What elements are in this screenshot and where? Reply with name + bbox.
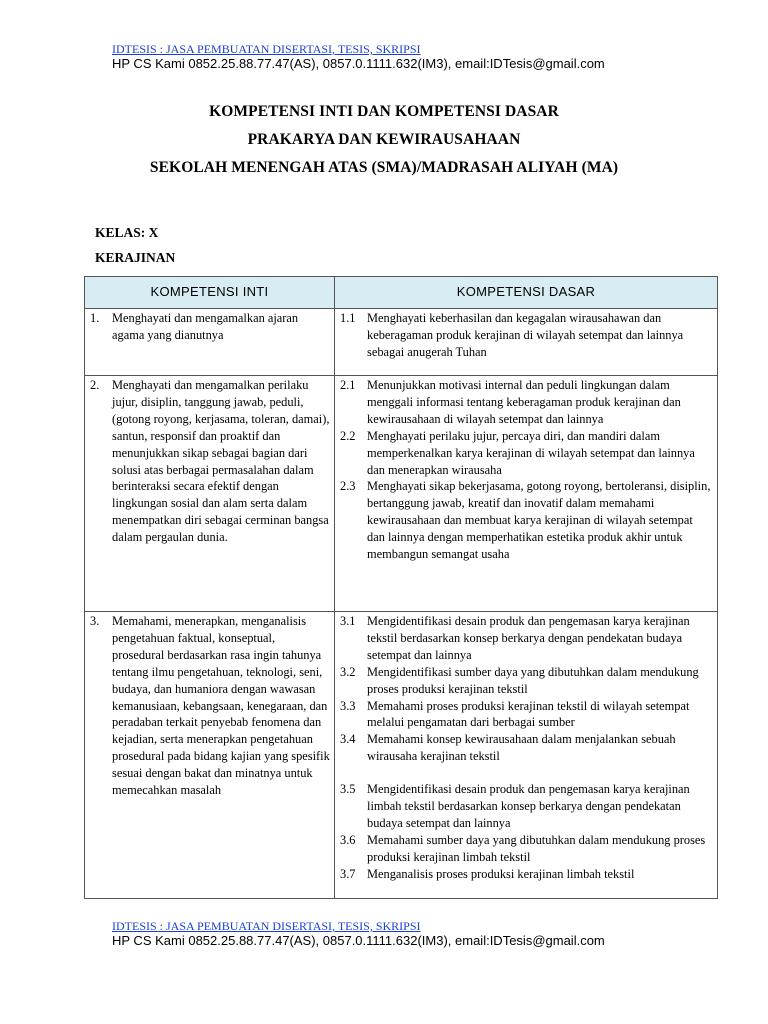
kd-item (340, 832, 713, 866)
kd-number: 2.3 (340, 479, 356, 494)
kd-text: Mengidentifikasi sumber daya yang dibutuhkan dalam mendukung proses produksi kerajinan tekstil (367, 664, 699, 696)
ki-text: Memahami, menerapkan, menganalisis pengetahuan faktual, konseptual, prosedural berdasarkan rasa ingin tahunya tentang ilmu pengetahuan, teknologi, seni, budaya, dan humaniora dengan wawasan kemanusiaan, kebangsaan, kenegaraan, dan peradaban terkait penyebab fenomena dan kejadian, serta menerapkan pengetahuan prosedural pada bidang kajian yang spesifik sesuai dengan bakat dan minatnya untuk memecahkan masalah (112, 614, 330, 798)
ki-text: Menghayati dan mengamalkan ajaran agama yang dianutnya (112, 311, 299, 342)
kd-number: 3.4 (340, 732, 356, 747)
kd-number: 3.3 (340, 698, 356, 713)
kd-text: Memahami sumber daya yang dibutuhkan dalam mendukung proses produksi kerajinan limbah tekstil (367, 832, 706, 864)
ki-cell (85, 376, 335, 612)
ki-cell (85, 612, 335, 899)
footer-link[interactable]: IDTESIS : JASA PEMBUATAN DISERTASI, TESIS, SKRIPSI (112, 919, 421, 933)
kelas-label: KELAS: X (95, 225, 159, 240)
column-header-ki: KOMPETENSI INTI (85, 277, 335, 309)
kd-number: 3.1 (340, 614, 356, 628)
header-contact: HP CS Kami 0852.25.88.77.47(AS), 0857.0.1111.632(IM3), email:IDTesis@gmail.com (112, 56, 605, 71)
kompetensi-table (84, 276, 718, 899)
title-line-1: KOMPETENSI INTI DAN KOMPETENSI DASAR (209, 103, 559, 120)
footer-contact: HP CS Kami 0852.25.88.77.47(AS), 0857.0.1111.632(IM3), email:IDTesis@gmail.com (112, 933, 605, 948)
kd-number: 3.6 (340, 832, 356, 847)
table-row (85, 376, 718, 612)
ki-text: Menghayati dan mengamalkan perilaku jujur, disiplin, tanggung jawab, peduli, (gotong royong, kerjasama, toleran, damai), santun, responsif dan proaktif dan menunjukkan sikap sebagai bagian dari solusi atas berbagai permasalahan dalam berinteraksi secara efektif dengan lingkungan sosial dan alam serta dalam menempatkan diri sebagai cerminan bangsa dalam pergaulan dunia. (112, 378, 330, 545)
title-line-3: SEKOLAH MENENGAH ATAS (SMA)/MADRASAH ALIYAH (MA) (149, 159, 619, 176)
kd-item (340, 731, 713, 765)
kd-item (340, 698, 713, 732)
kd-number: 1.1 (340, 311, 356, 325)
table-header-row (85, 277, 718, 309)
ki-number: 1. (90, 311, 100, 325)
kd-item (340, 781, 713, 832)
kd-text: Mengidentifikasi desain produk dan pengemasan karya kerajinan tekstil berdasarkan konsep berkarya dengan pendekatan budaya setempat dan lainnya (367, 614, 690, 662)
kd-item (340, 310, 713, 361)
document-titles (0, 104, 768, 188)
kd-text: Mengidentifikasi desain produk dan pengemasan karya kerajinan limbah tekstil berdasarkan konsep berkarya dengan pendekatan budaya setempat dan lainnya (367, 782, 690, 830)
table-row (85, 309, 718, 376)
table-row (85, 612, 718, 899)
kd-cell (335, 376, 718, 612)
title-line-2: PRAKARYA DAN KEWIRAUSAHAAN (247, 131, 521, 148)
ki-number: 2. (90, 378, 100, 392)
kd-cell (335, 612, 718, 899)
kd-item (340, 613, 713, 664)
kd-cell (335, 309, 718, 376)
kd-text: Menunjukkan motivasi internal dan peduli lingkungan dalam menggali informasi tentang keberagaman produk kerajinan dan kewirausahaan di wilayah setempat dan lainnya (367, 378, 681, 426)
ki-number: 3. (90, 614, 100, 628)
header-link[interactable]: IDTESIS : JASA PEMBUATAN DISERTASI, TESIS, SKRIPSI (112, 42, 421, 56)
kd-text: Menganalisis proses produksi kerajinan limbah tekstil (367, 866, 635, 881)
kd-text: Menghayati keberhasilan dan kegagalan wirausahawan dan keberagaman produk kerajinan di wilayah setempat dan lainnya sebagai anugerah Tuhan (367, 311, 684, 359)
kd-text: Menghayati perilaku jujur, percaya diri, dan mandiri dalam memperkenalkan karya kerajinan di wilayah setempat dan lainnya dan menerapkan wirausaha (367, 428, 695, 477)
kd-item (340, 428, 713, 479)
kd-text: Menghayati sikap bekerjasama, gotong royong, bertoleransi, disiplin, bertanggung jawab, kreatif dan inovatif dalam memahami kewirausahaan dan membuat karya kerajinan di wilayah setempat dan lainnya dengan memperhatikan estetika produk akhir untuk membangun semangat usaha (367, 479, 711, 562)
kd-number: 3.5 (340, 782, 356, 797)
kd-item (340, 664, 713, 698)
kd-number: 3.2 (340, 664, 356, 679)
kd-number: 2.2 (340, 428, 356, 443)
kd-item (340, 866, 713, 883)
kd-text: Memahami konsep kewirausahaan dalam menjalankan sebuah wirausaha kerajinan tekstil (367, 732, 676, 764)
ki-cell (85, 309, 335, 376)
page-header (112, 42, 605, 71)
kd-number: 2.1 (340, 378, 356, 392)
kd-text: Memahami proses produksi kerajinan tekstil di wilayah setempat melalui pengamatan dari berbagai sumber (367, 698, 690, 730)
column-header-kd: KOMPETENSI DASAR (335, 277, 718, 309)
kd-item (340, 478, 713, 563)
page-footer (112, 919, 605, 948)
subject-label: KERAJINAN (95, 250, 176, 265)
kd-item (340, 377, 713, 428)
kd-number: 3.7 (340, 866, 356, 881)
